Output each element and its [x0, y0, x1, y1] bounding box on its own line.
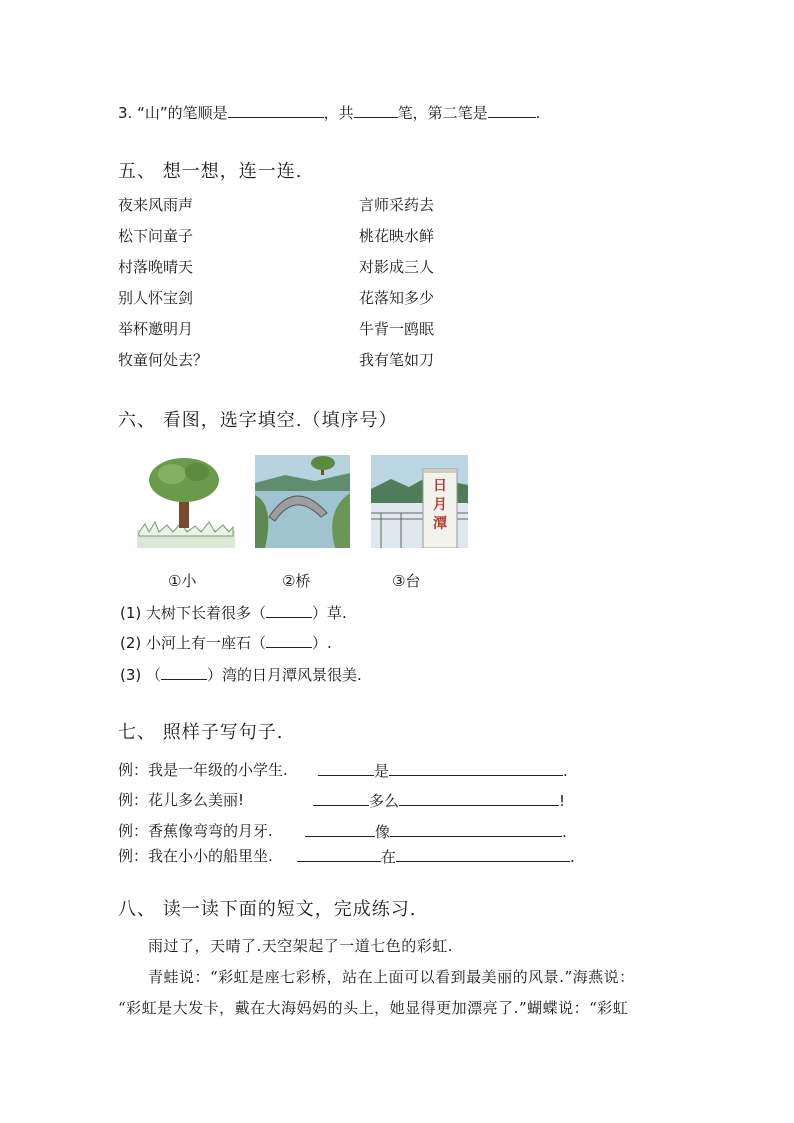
option-1: ①小: [168, 572, 197, 590]
s7-row-1-fill: [318, 761, 568, 780]
q3-blank-count[interactable]: [354, 103, 398, 118]
passage-line-2: 青蛙说：“彩虹是座七彩桥，站在上面可以看到最美丽的风景.”海燕说：: [148, 968, 635, 986]
s6-item-2-after: ）.: [312, 634, 332, 652]
s6-item-3-after: ）湾的日月潭风景很美.: [207, 666, 362, 684]
q3-blank-order[interactable]: [228, 103, 324, 118]
s7-row-4-example: 例：我在小小的船里坐.: [118, 847, 273, 865]
s7-row-3-example: 例：香蕉像弯弯的月牙.: [118, 822, 273, 840]
s6-item-1-before: (1) 大树下长着很多（: [120, 604, 267, 622]
sun-moon-lake-picture: [371, 455, 468, 548]
option-2: ②桥: [282, 572, 311, 590]
section8-title: 八、 读一读下面的短文，完成练习.: [118, 899, 417, 920]
s7-row-2-end: !: [559, 792, 566, 810]
s6-item-2: [120, 633, 332, 652]
s7-row-2-blank-a[interactable]: [313, 791, 369, 806]
question-3: [118, 103, 540, 122]
s5-left-2[interactable]: 松下问童子: [118, 227, 194, 245]
q3-blank-second[interactable]: [488, 103, 536, 118]
s6-item-3-before: (3) （: [120, 666, 162, 684]
s6-item-1-blank[interactable]: [266, 603, 312, 618]
s7-row-2-blank-b[interactable]: [399, 791, 559, 806]
s7-row-2-example: 例：花儿多么美丽!: [118, 791, 245, 809]
s5-right-2[interactable]: 桃花映水鲜: [359, 227, 435, 245]
s5-left-5[interactable]: 举杯邀明月: [118, 320, 194, 338]
tree-picture: [137, 452, 235, 548]
s5-right-5[interactable]: 牛背一鸥眠: [359, 320, 435, 338]
section5-title: 五、 想一想，连一连.: [118, 161, 303, 182]
s7-row-4-blank-b[interactable]: [396, 847, 570, 862]
sign-text: 日月潭: [433, 478, 447, 532]
s7-row-1-word: 是: [374, 762, 390, 780]
option-3: ③台: [392, 572, 421, 590]
s5-right-4[interactable]: 花落知多少: [359, 289, 435, 307]
s7-row-4-end: .: [570, 848, 575, 866]
s5-right-6[interactable]: 我有笔如刀: [359, 351, 435, 369]
s5-left-1[interactable]: 夜来风雨声: [118, 196, 194, 214]
s7-row-1-blank-a[interactable]: [318, 761, 374, 776]
s7-row-1-example: 例：我是一年级的小学生.: [118, 761, 288, 779]
s7-row-3-fill: [305, 822, 567, 841]
s6-item-1-after: ）草.: [312, 604, 347, 622]
s6-item-3: [120, 665, 362, 684]
s6-item-2-before: (2) 小河上有一座石（: [120, 634, 267, 652]
s6-item-3-blank[interactable]: [161, 665, 207, 680]
passage-line-3: “彩虹是大发卡，戴在大海妈妈的头上，她显得更加漂亮了.”蝴蝶说：“彩虹: [118, 999, 629, 1017]
q3-mid2: 笔，第二笔是: [397, 104, 488, 122]
section7-title: 七、 照样子写句子.: [118, 722, 284, 743]
q3-prefix: 3. “山”的笔顺是: [118, 104, 228, 122]
passage-line-1: 雨过了，天晴了.天空架起了一道七色的彩虹.: [148, 937, 454, 955]
s7-row-4-word: 在: [381, 848, 397, 866]
s7-row-4-blank-a[interactable]: [297, 847, 381, 862]
s7-row-3-blank-a[interactable]: [305, 822, 375, 837]
s5-left-3[interactable]: 村落晚晴天: [118, 258, 194, 276]
s5-right-3[interactable]: 对影成三人: [359, 258, 435, 276]
s5-left-6[interactable]: 牧童何处去？: [118, 351, 209, 369]
s6-item-2-blank[interactable]: [266, 633, 312, 648]
q3-mid: ，共: [323, 104, 354, 122]
section6-title: 六、 看图，选字填空.（填序号）: [118, 410, 398, 431]
s7-row-1-blank-b[interactable]: [389, 761, 563, 776]
s7-row-2-fill: [313, 791, 565, 810]
s5-right-1[interactable]: 言师采药去: [359, 196, 435, 214]
s7-row-3-word: 像: [375, 823, 391, 841]
s6-item-1: [120, 603, 347, 622]
s7-row-3-blank-b[interactable]: [390, 822, 562, 837]
s7-row-3-end: .: [562, 823, 567, 841]
s7-row-1-end: .: [563, 762, 568, 780]
s7-row-4-fill: [297, 847, 575, 866]
s5-left-4[interactable]: 别人怀宝剑: [118, 289, 194, 307]
q3-end: .: [535, 104, 541, 122]
s7-row-2-word: 多么: [369, 792, 400, 810]
bridge-picture: [255, 455, 350, 548]
